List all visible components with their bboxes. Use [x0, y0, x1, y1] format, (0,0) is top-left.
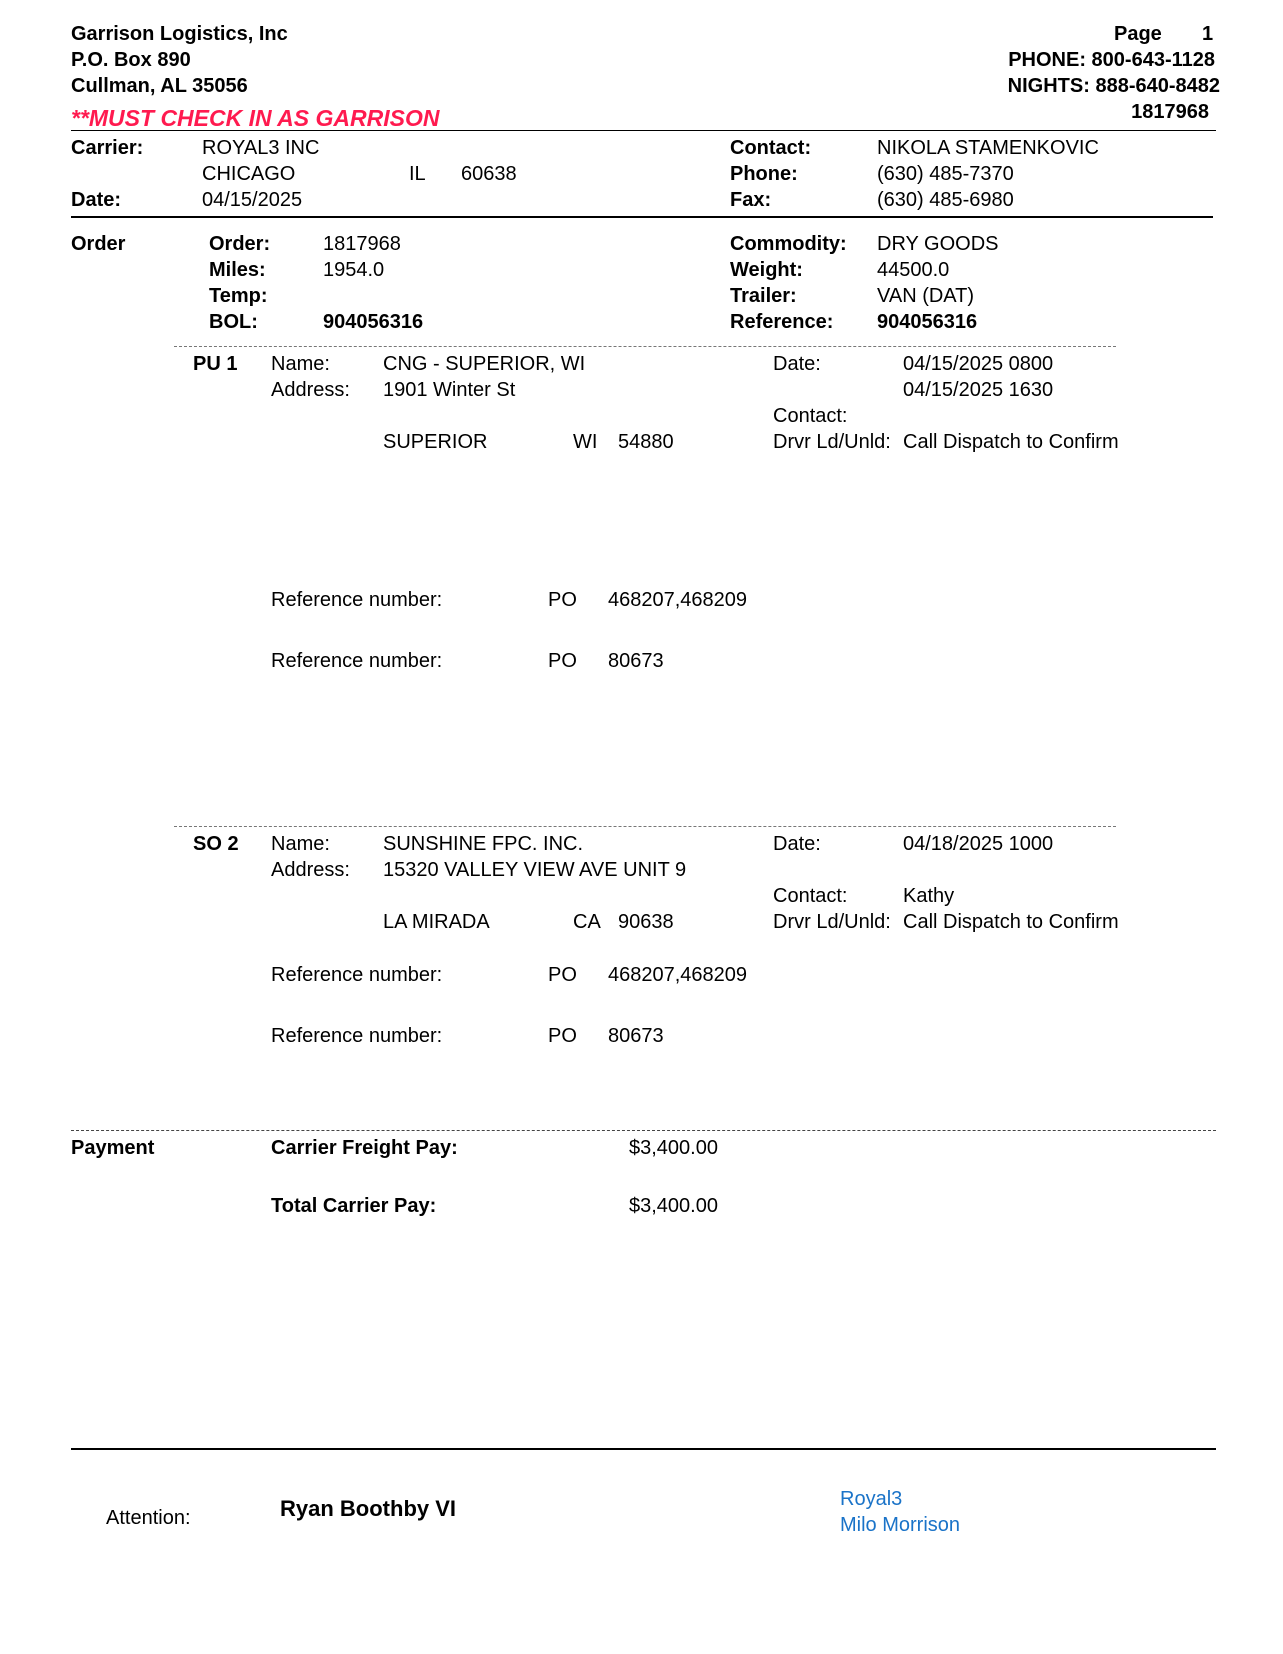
stop-driver-instructions: Call Dispatch to Confirm	[903, 431, 1119, 453]
stop-address: 1901 Winter St	[383, 379, 516, 401]
payment-section-label: Payment	[71, 1137, 155, 1159]
carrier-city: CHICAGO	[202, 163, 296, 185]
carrier-name: ROYAL3 INC	[202, 137, 320, 159]
stop-contact: Kathy	[903, 885, 955, 907]
stop-name-label: Name:	[271, 833, 330, 855]
stop-contact-label: Contact:	[773, 885, 848, 907]
weight-value: 44500.0	[877, 259, 950, 281]
phone-number: PHONE: 800-643-1128	[1008, 49, 1215, 71]
reference-type: PO	[548, 964, 577, 986]
stop-city: SUPERIOR	[383, 431, 488, 453]
order-section-label: Order	[71, 233, 126, 255]
stop-zip: 54880	[618, 431, 674, 453]
stop-state: CA	[573, 911, 601, 933]
signature-company: Royal3	[840, 1488, 903, 1510]
stop-code: PU 1	[193, 353, 238, 375]
stop-date: 04/18/2025 1000	[903, 833, 1054, 855]
bol-value: 904056316	[323, 311, 424, 333]
reference-type: PO	[548, 589, 577, 611]
payment-divider	[71, 1130, 1216, 1131]
carrier-zip: 60638	[461, 163, 517, 185]
stop-address: 15320 VALLEY VIEW AVE UNIT 9	[383, 859, 687, 881]
reference-type: PO	[548, 1025, 577, 1047]
stop-name-label: Name:	[271, 353, 330, 375]
stop-divider	[174, 346, 1116, 347]
stop-address-label: Address:	[271, 379, 350, 401]
weight-label: Weight:	[730, 259, 803, 281]
miles-label: Miles:	[209, 259, 266, 281]
bol-label: BOL:	[209, 311, 258, 333]
stop-city: LA MIRADA	[383, 911, 490, 933]
stop-zip: 90638	[618, 911, 674, 933]
company-city: Cullman, AL 35056	[71, 75, 248, 97]
miles-value: 1954.0	[323, 259, 385, 281]
reference-label: Reference:	[730, 311, 834, 333]
stop-name: SUNSHINE FPC. INC.	[383, 833, 584, 855]
signature-divider	[71, 1448, 1216, 1450]
stop-date-end: 04/15/2025 1630	[903, 379, 1054, 401]
attention-label: Attention:	[106, 1507, 191, 1529]
reference-number: 80673	[608, 1025, 664, 1047]
order-label: Order:	[209, 233, 271, 255]
reference-number: 468207,468209	[608, 964, 748, 986]
reference-number-label: Reference number:	[271, 1025, 443, 1047]
stop-state: WI	[573, 431, 598, 453]
signature-name: Milo Morrison	[840, 1514, 961, 1536]
company-po-box: P.O. Box 890	[71, 49, 191, 71]
commodity-value: DRY GOODS	[877, 233, 999, 255]
total-pay-amount: $3,400.00	[629, 1195, 718, 1217]
reference-number-label: Reference number:	[271, 964, 443, 986]
carrier-contact: NIKOLA STAMENKOVIC	[877, 137, 1099, 159]
stop-date-label: Date:	[773, 353, 821, 375]
nights-number: NIGHTS: 888-640-8482	[1007, 75, 1220, 97]
stop-date: 04/15/2025 0800	[903, 353, 1054, 375]
reference-value: 904056316	[877, 311, 978, 333]
stop-address-label: Address:	[271, 859, 350, 881]
contact-label: Contact:	[730, 137, 812, 159]
header-divider	[71, 130, 1216, 131]
carrier-fax: (630) 485-6980	[877, 189, 1014, 211]
carrier-state: IL	[409, 163, 426, 185]
trailer-value: VAN (DAT)	[877, 285, 975, 307]
carrier-date: 04/15/2025	[202, 189, 303, 211]
carrier-divider	[71, 216, 1213, 218]
carrier-label: Carrier:	[71, 137, 144, 159]
stop-driver-label: Drvr Ld/Unld:	[773, 911, 891, 933]
stop-driver-label: Drvr Ld/Unld:	[773, 431, 891, 453]
reference-type: PO	[548, 650, 577, 672]
order-number: 1817968	[323, 233, 401, 255]
reference-number-label: Reference number:	[271, 589, 443, 611]
header-order-number: 1817968	[1131, 101, 1209, 123]
freight-pay-label: Carrier Freight Pay:	[271, 1137, 458, 1159]
commodity-label: Commodity:	[730, 233, 847, 255]
company-name: Garrison Logistics, Inc	[71, 23, 288, 45]
stop-code: SO 2	[193, 833, 239, 855]
stop-driver-instructions: Call Dispatch to Confirm	[903, 911, 1119, 933]
stop-divider	[174, 826, 1116, 827]
trailer-label: Trailer:	[730, 285, 797, 307]
total-pay-label: Total Carrier Pay:	[271, 1195, 437, 1217]
stop-contact-label: Contact:	[773, 405, 848, 427]
reference-number: 80673	[608, 650, 664, 672]
carrier-phone: (630) 485-7370	[877, 163, 1014, 185]
attention-name: Ryan Boothby VI	[280, 1496, 457, 1521]
temp-label: Temp:	[209, 285, 268, 307]
reference-number: 468207,468209	[608, 589, 748, 611]
page-number: 1	[1202, 23, 1214, 45]
phone-label: Phone:	[730, 163, 798, 185]
fax-label: Fax:	[730, 189, 772, 211]
page-label: Page	[1114, 23, 1162, 45]
reference-number-label: Reference number:	[271, 650, 443, 672]
stop-name: CNG - SUPERIOR, WI	[383, 353, 586, 375]
date-label: Date:	[71, 189, 122, 211]
freight-pay-amount: $3,400.00	[629, 1137, 718, 1159]
stop-date-label: Date:	[773, 833, 821, 855]
check-in-warning: **MUST CHECK IN AS GARRISON	[71, 105, 440, 131]
